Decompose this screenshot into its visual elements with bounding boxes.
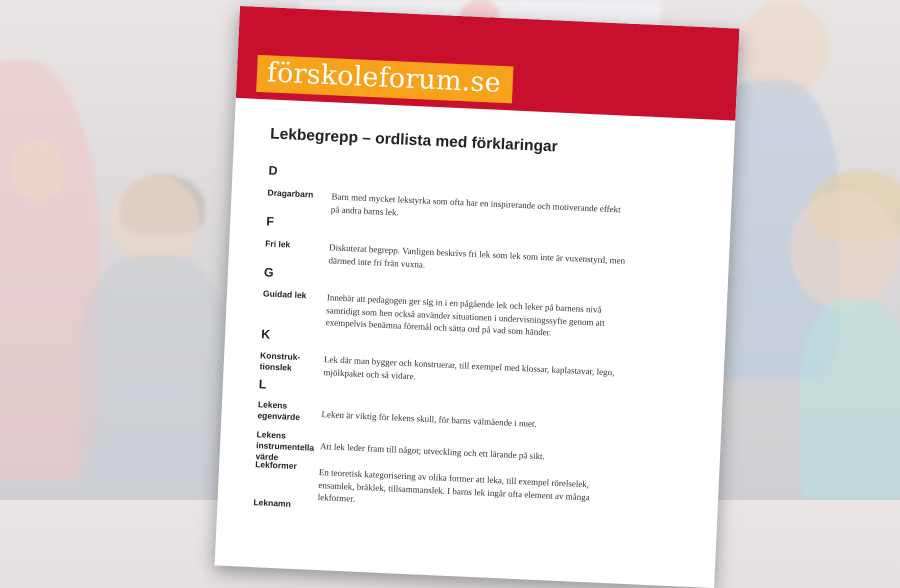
definition-guidad-lek: Innebär att pedagogen ger sig in i en pågående lek och leker på barnens nivå samtidigt som hen också använder situationen i undervisningssyfte genom att exempelvis benämna föremål och sätta ord på vad som händer. <box>325 292 605 338</box>
term-dragarbarn: Dragarbarn <box>267 187 314 200</box>
brand-logo: förskoleforum.se <box>256 55 513 104</box>
section-letter-k: K <box>260 327 271 342</box>
document-sheet <box>215 6 740 588</box>
term-fri-lek: Fri lek <box>265 238 291 250</box>
term-lekens-egenvarde: Lekens egenvärde <box>257 399 301 423</box>
child-left-face-shape <box>10 140 65 200</box>
section-letter-l: L <box>258 377 267 392</box>
document-title: Lekbegrepp – ordlista med förklaringar <box>269 125 559 156</box>
term-lekens-instrumentella-varde: Lekens instrumentella värde <box>255 429 315 463</box>
child-far-right-face-shape <box>790 190 900 310</box>
section-letter-g: G <box>263 265 274 280</box>
term-guidad-lek: Guidad lek <box>262 288 307 301</box>
section-letter-d: D <box>268 163 278 178</box>
child-far-right-body-shape <box>800 300 900 500</box>
term-konstruktionslek: Konstruk-tionslek <box>259 350 301 373</box>
definition-konstruktionslek: Lek där man bygger och konstruerar, till exempel med klossar, kaplastavar, lego, mjölkpaket och så vidare. <box>323 354 615 381</box>
term-lekformer: Lekformer <box>255 459 297 472</box>
definition-lekens-egenvarde: Leken är viktig för lekens skull, för barns välmående i nuet. <box>321 409 538 429</box>
child-body-shape <box>80 255 230 495</box>
definition-dragarbarn: Barn med mycket lekstyrka som ofta har en inspirerande och motiverande effekt på andra barns lek. <box>330 191 621 217</box>
definition-lekformer: En teoretisk kategorisering av olika former att leka, till exempel rörelselek, ensamlek, bråklek, tillsammanslek. I barns lek ingår ofta element av många lekformer. <box>317 467 590 504</box>
definition-lekens-instrumentella-varde: Att lek leder fram till något; utveckling och ett lärande på sikt. <box>319 441 546 462</box>
definition-fri-lek: Diskuterat begrepp. Vanligen beskrivs fri lek som lek som inte är vuxenstyrd, men därmed inte fri från vuxna. <box>328 242 626 270</box>
section-letter-f: F <box>265 214 275 229</box>
term-leknamn: Leknamn <box>253 497 292 509</box>
